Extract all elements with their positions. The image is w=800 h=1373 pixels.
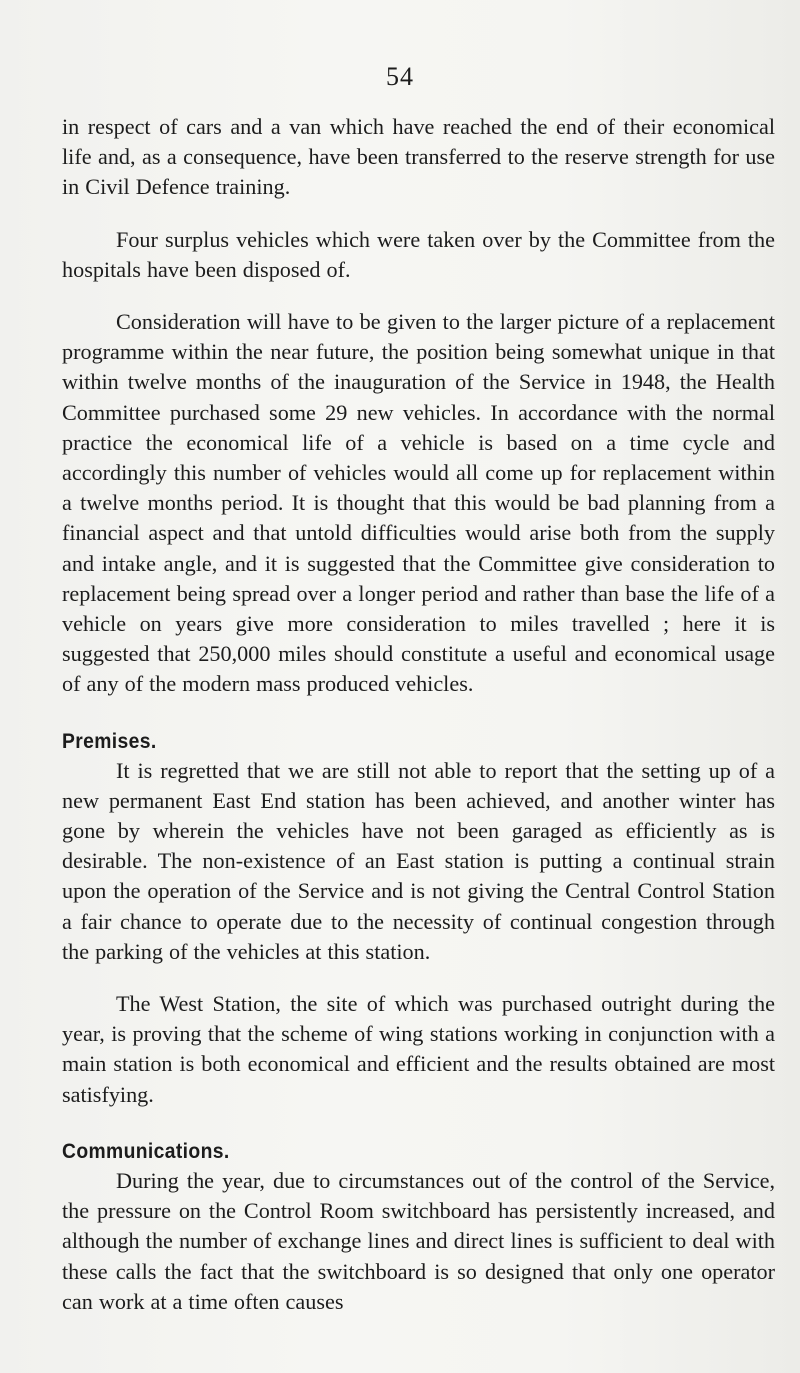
paragraph-east-station: It is regretted that we are still not able to report that the setting up of a new permanent East End station has been achieved, and another winter has gone by wherein the vehicles have not been garaged as efficiently as is desirable. The non-existence of an East station is putting a continual strain upon the operation of the Service and is not giving the Central Control Station a fair chance to operate due to the necessity of continual congestion through the parking of the vehicles at this station. (62, 757, 775, 964)
paragraph-west-station: The West Station, the site of which was purchased outright during the year, is proving that the scheme of wing stations working in conjunction with a main station is both economical and efficient and the results obtained are most satisfying. (62, 991, 775, 1107)
paragraph-surplus-vehicles: Four surplus vehicles which were taken over by the Committee from the hospitals have been disposed of. (62, 226, 775, 282)
section-heading-communications: Communications. (62, 1139, 230, 1163)
page-number: 54 (386, 62, 414, 91)
paragraph-replacement-programme: Consideration will have to be given to the larger picture of a replacement programme within the near future, the position being somewhat unique in that within twelve months of the inauguration of the Service in 1948, the Health Committee purchased some 29 new vehicles. In accordance with the normal practice the economical life of a vehicle is based on a time cycle and accordingly this number of vehicles would all come up for replacement within a twelve months period. It is thought that this would be bad planning from a financial aspect and that untold difficulties would arise both from the supply and intake angle, and it is suggested that the Committee give consideration to replacement being spread over a longer period and rather than base the life of a vehicle on years give more consideration to miles travelled ; here it is suggested that 250,000 miles should constitute a useful and economical usage of any of the modern mass produced vehicles. (62, 309, 775, 697)
body-text (62, 112, 775, 1317)
paragraph-switchboard: During the year, due to circumstances out of the control of the Service, the pressure on the Control Room switchboard has persistently increased, and although the number of exchange lines and direct lines is sufficient to deal with these calls the fact that the switchboard is so designed that only one operator can work at a time often causes (62, 1167, 775, 1314)
paragraph-continuation: in respect of cars and a van which have reached the end of their economical life and, as a consequence, have been transferred to the reserve strength for use in Civil Defence training. (62, 114, 775, 200)
section-heading-premises: Premises. (62, 729, 157, 753)
